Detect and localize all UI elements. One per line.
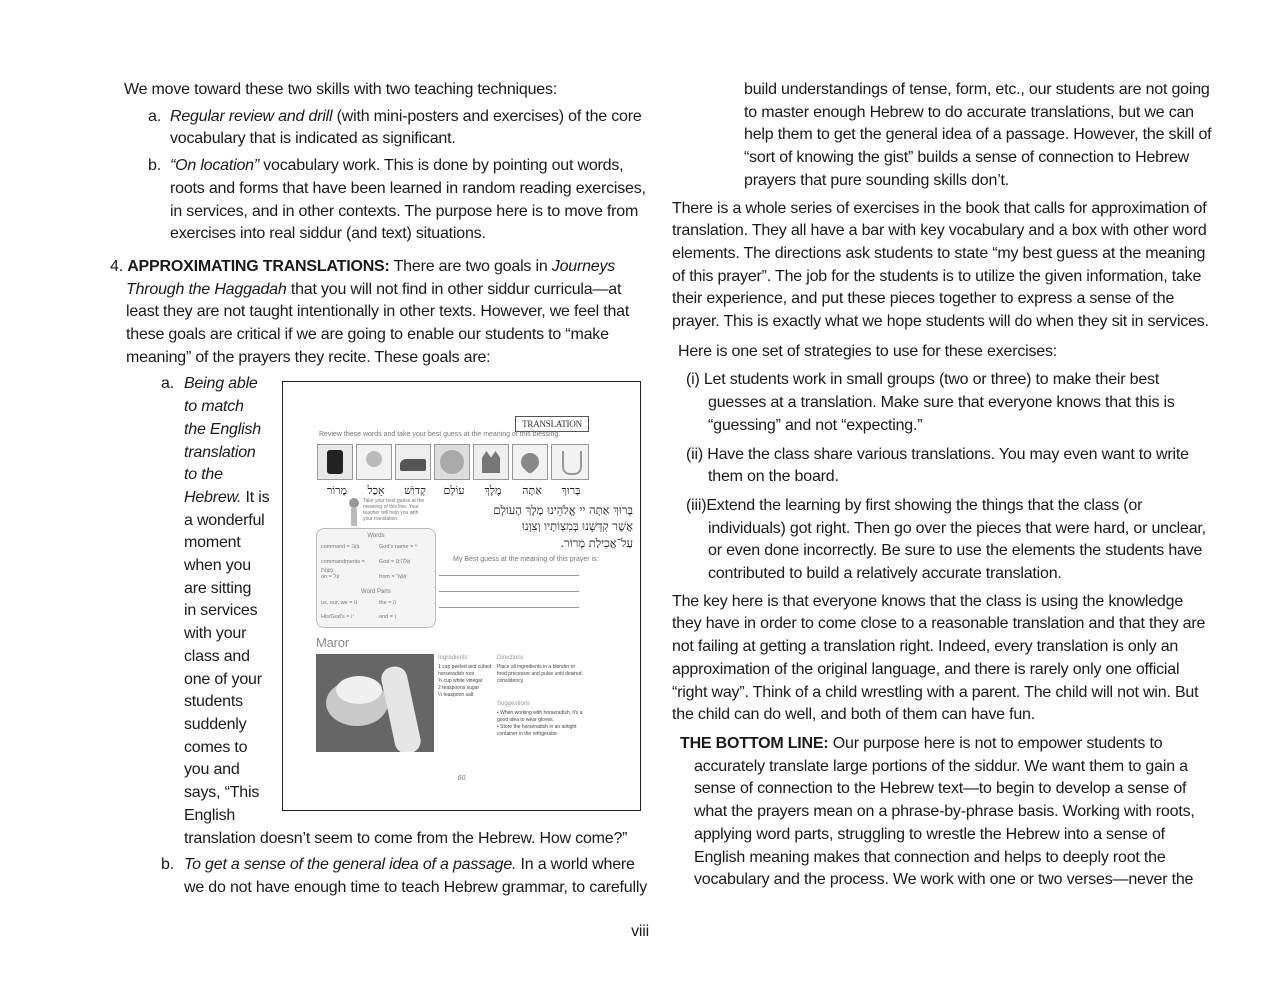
part-row: His/God’s = יו <box>321 614 354 620</box>
vocab-label: בָּרוּךְ <box>561 484 581 497</box>
item-b-text: vocabulary work. This is done by pointing out words, roots and forms that have been learned in random reading exercises, in services, and in other contexts. The purpose here is to move from exercises into real siddur (and text) situations. <box>170 157 646 243</box>
raised-hands-icon <box>551 444 589 480</box>
translation-badge: TRANSLATION <box>515 416 589 432</box>
a2-rest: translation doesn’t seem to come from the Hebrew. How come?” <box>184 829 628 847</box>
item-a-text: (with mini-posters and exercises) of the core vocabulary that is indicated as significant. <box>170 107 642 148</box>
ingredient: ¾ cup white vinegar <box>438 678 483 684</box>
guess-line <box>439 575 579 576</box>
b2-text: In a world where we do not have enough time to teach Hebrew grammar, to carefully <box>184 856 648 896</box>
a2-narrow: are sitting <box>184 579 252 597</box>
narrow-wrap-text <box>184 373 274 827</box>
part-row: the = הָ <box>379 600 397 606</box>
worksheet-figure <box>282 381 641 811</box>
blessing-line: עַל־אֲכִילַת מָרוֹר. <box>560 536 633 550</box>
page-number: viii <box>631 923 649 940</box>
direction: consistency. <box>497 678 525 684</box>
guess-line <box>439 591 579 592</box>
item-marker: a. <box>148 107 161 125</box>
figure-page-number: 60 <box>457 775 466 782</box>
word-row: God’s name = יי <box>379 544 418 550</box>
a2-narrow: when you <box>184 557 251 575</box>
suggestion: • When working with horseradish, it’s a <box>497 710 583 716</box>
suggestion: • Store the horseradish in an airtight <box>497 724 577 730</box>
section-marker: 4. <box>110 257 123 275</box>
bubble-note: Take your best guess at the meaning of this line. Your teacher will help you with your translation. <box>363 498 425 522</box>
item-marker: b. <box>161 856 174 874</box>
suggestion: container in the refrigerator. <box>497 731 559 737</box>
globe-icon <box>434 444 470 480</box>
suggestions-list <box>497 710 593 738</box>
jar-icon <box>317 444 353 480</box>
word-row: God = אֱלֹהִים <box>379 559 411 565</box>
parts-title: Word Parts <box>361 589 391 595</box>
right-column <box>672 79 1212 892</box>
part-row: and = וְ <box>379 614 396 620</box>
a2-narrow: comes to <box>184 738 248 756</box>
a2-line: to match <box>184 398 244 416</box>
part-row: us, our, we = נוּ <box>321 600 358 606</box>
direction: food processor and pulse until desired <box>497 671 582 677</box>
continued-text: build understandings of tense, form, etc., our students are not going to master enough Hebrew to do accurate translations, but we can help them to get the general idea of a passage. However, the skill of “sort of knowing the gist” builds a sense of connection to Hebrew prayers that pure sounding skills don’t. <box>744 81 1212 189</box>
ingredient: horseradish root <box>438 671 475 677</box>
a2-narrow: It is <box>241 488 270 506</box>
blessing-line: בָּרוּךְ אַתָּה יי אֱלֹהֵינוּ מֶלֶךְ הָעוֹלָם <box>493 503 633 517</box>
blessing-line: אֲשֶׁר קִדְּשָׁנוּ בְּמִצְוֹתָיו וְצִוָּנוּ <box>521 519 633 533</box>
a2-narrow: suddenly <box>184 715 247 733</box>
vocab-label: מָרוֹר <box>326 484 348 497</box>
a2-narrow: with your <box>184 625 247 643</box>
shoe-icon <box>395 444 431 480</box>
a2-narrow: a wonderful <box>184 511 265 529</box>
item-b-italic: “On location” <box>170 157 259 175</box>
a2-line: the English <box>184 420 261 438</box>
ingredients-title: Ingredients <box>438 655 468 661</box>
intro-text: We move toward these two skills with two teaching techniques: <box>124 81 558 98</box>
a2-narrow: one of your <box>184 670 262 688</box>
vocab-label: קָדוֹשׁ <box>404 484 426 497</box>
directions-list <box>497 664 593 685</box>
a2-narrow: class and <box>184 647 250 665</box>
a2-narrow: says, “This <box>184 784 260 802</box>
section-text-2: that you will not find in other siddur curricula—at least they are not taught intentionally in other texts. However, we feel that these goals are critical if we are going to enable our students to “make meaning” of the prayers they recite. These goals are: <box>126 280 630 366</box>
paragraph-2: The key here is that everyone knows that the class is using the knowledge they have in order to come close to a reasonable translation and that they are not failing at getting a translation right. Indeed, every translation is only an approximation of the original language, and there is rarely only one official “right way”. Think of a child wrestling with a parent. The child will not win. But the child can do well, and both of them can have fun. <box>672 592 1206 724</box>
section-4 <box>110 256 650 370</box>
vocab-label: אָכַל <box>367 484 385 497</box>
a2-narrow: students <box>184 693 243 711</box>
strategy-2: (ii) Have the class share various translations. You may even want to write them on the board. <box>686 445 1189 486</box>
vocab-label: עוֹלָם <box>443 484 465 497</box>
book-title: Journeys Through the Haggadah <box>126 257 616 298</box>
strategy-3: (iii)Extend the learning by first showing the things that the class (or individuals) got right. Then go over the pieces that were hard, or unclear, or even done incorrectly. Be sure to use the elements the students have contributed to build a relatively accurate translation. <box>686 496 1206 583</box>
words-title: Words <box>367 533 385 539</box>
a2-narrow: in services <box>184 602 258 620</box>
word-row: from = אֲשֶׁר <box>379 574 407 580</box>
child-eating-icon <box>356 444 392 480</box>
bottom-line-heading: THE BOTTOM LINE: <box>680 734 829 752</box>
suggestion: good idea to wear gloves. <box>497 717 554 723</box>
a2-narrow: English <box>184 806 236 824</box>
a2-hebrew-italic: Hebrew. <box>184 488 242 506</box>
list-item-a <box>110 106 650 151</box>
a2-line: to the <box>184 466 223 484</box>
cartoon-figure-icon <box>347 498 361 528</box>
item-a-italic: Regular review and drill <box>170 107 333 125</box>
ingredients-list <box>438 664 506 699</box>
directions-title: Directions <box>497 655 524 661</box>
word-row: command = צִוָּה <box>321 544 360 550</box>
heart-icon <box>512 444 548 480</box>
list-item-b <box>110 155 650 246</box>
item-marker: a. <box>161 375 174 393</box>
vocab-label: מֶלֶךְ <box>484 484 502 497</box>
crown-king-icon <box>473 444 509 480</box>
vocab-picture-row <box>317 444 589 480</box>
a2-narrow: moment <box>184 534 241 552</box>
vocab-label: אַתָּה <box>522 484 542 497</box>
word-row: commandments = מִצְוֹת <box>321 559 365 574</box>
recipe-title: Maror <box>316 635 349 650</box>
word-row: on = עַל <box>321 574 340 580</box>
a2-line: translation <box>184 443 256 461</box>
paragraph-1: There is a whole series of exercises in the book that calls for approximation of translation. They all have a bar with key vocabulary and a box with other word elements. The directions ask students to state “my best guess at the meaning of this prayer”. The job for the students is to utilize the given information, take their experience, and put these pieces together to express a sense of the prayer. This is exactly what we hope students will do when they sit in services. <box>672 199 1209 331</box>
ingredient: 1 cup peeled and cubed <box>438 664 492 670</box>
words-box <box>316 528 436 628</box>
suggestions-title: Suggestions <box>497 701 531 707</box>
section-text-1: There are two goals in <box>389 257 552 275</box>
guess-label: My Best guess at the meaning of this prayer is: <box>453 556 599 563</box>
direction: Place all ingredients in a blender or <box>497 664 576 670</box>
section-heading: APPROXIMATING TRANSLATIONS: <box>127 257 390 275</box>
ingredient: ¼ teaspoon salt <box>438 692 474 698</box>
strategies-intro: Here is one set of strategies to use for these exercises: <box>678 342 1058 360</box>
horseradish-photo <box>316 654 434 752</box>
b2-italic: To get a sense of the general idea of a passage. <box>184 856 517 874</box>
a2-narrow: you and <box>184 761 240 779</box>
bottom-line <box>672 733 1212 892</box>
ingredient: 2 teaspoons sugar <box>438 685 480 691</box>
figure-instruction: Review these words and take your best guess at the meaning of this blessing. <box>319 431 561 438</box>
strategy-1: (i) Let students work in small groups (two or three) to make their best guesses at a translation. Make sure that everyone knows that this is “guessing” and not “expecting.” <box>686 371 1175 434</box>
a2-line: Being able <box>184 375 258 393</box>
bottom-line-text: Our purpose here is not to empower students to accurately translate large portions of the siddur. We want them to gain a sense of connection to the Hebrew text—to begin to develop a sense of what the prayers mean on a phrase-by-phrase basis. Working with roots, applying word parts, struggling to wrestle the Hebrew into a sense of English meaning makes that connection and helps to deeply root the vocabulary and the process. We work with one or two verses—never the <box>694 734 1195 889</box>
guess-line <box>439 607 579 608</box>
list-item-b2 <box>110 854 650 899</box>
item-marker: b. <box>148 157 161 175</box>
